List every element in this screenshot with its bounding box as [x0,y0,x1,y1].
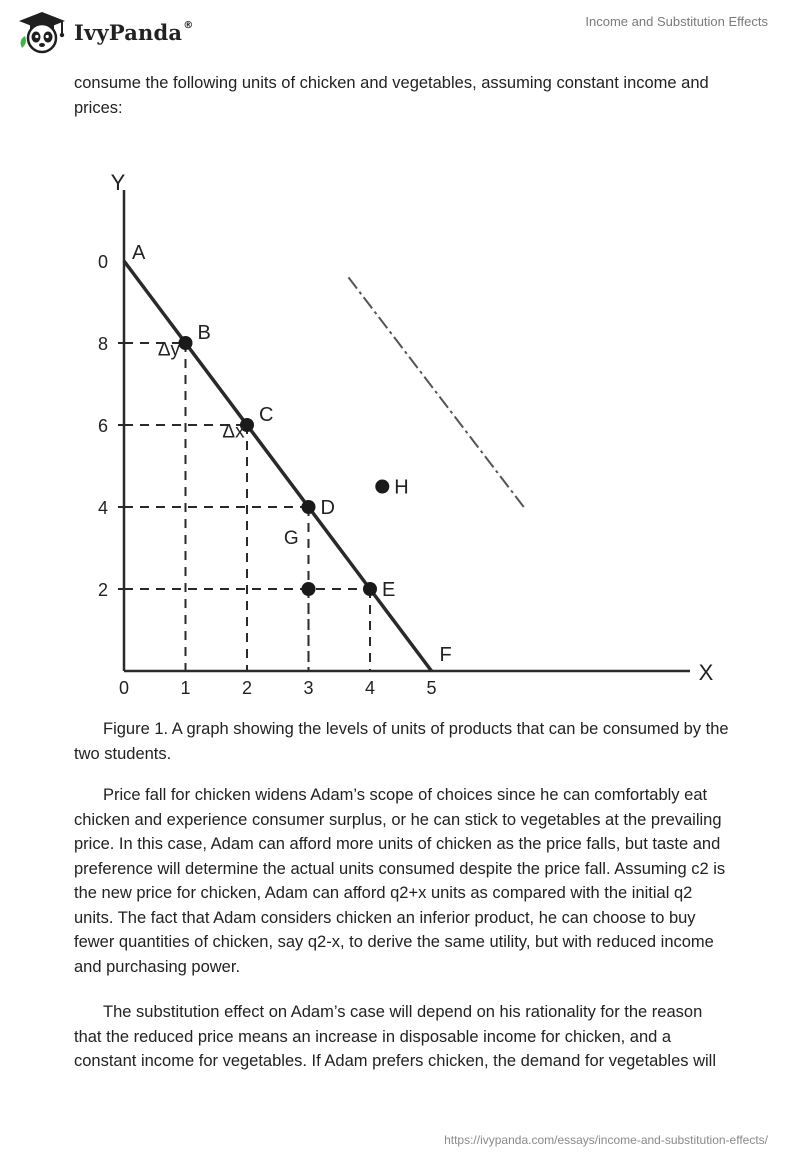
outer-budget-line [348,277,523,507]
ivypanda-logo-link[interactable] [16,10,193,54]
point-E [363,582,377,596]
page-title: Income and Substitution Effects [585,14,768,29]
x-tick-label-1: 1 [180,678,191,696]
x-tick-label-0: 0 [118,678,130,696]
annotation-1: Δx [222,421,245,443]
panda-graduate-icon [16,10,68,54]
point-label-A: A [132,242,146,264]
x-tick-label-4: 4 [364,678,376,696]
annotation-0: Δy [157,339,181,361]
y-tick-label-10: 0 [97,252,108,272]
registered-mark: ® [183,19,194,31]
point-B [179,336,193,350]
point-D [302,500,316,514]
y-tick-label-2: 2 [97,580,108,600]
point-label-H: H [394,476,409,499]
point-label-E: E [382,579,396,601]
figure-graph [94,168,730,696]
budget-line [124,261,432,671]
y-tick-label-8: 8 [97,334,108,354]
source-url-link[interactable]: https://ivypanda.com/essays/income-and-substitution-effects/ [444,1133,768,1147]
page-header [0,0,800,70]
point-label-C: C [259,404,274,426]
brand-name: IvyPanda [74,19,183,45]
x-tick-label-2: 2 [241,678,253,696]
point-label-D: D [320,497,335,519]
point-label-F: F [439,644,452,666]
x-tick-label-3: 3 [303,678,314,696]
point-H [375,480,389,494]
figure-caption: Figure 1. A graph showing the levels of units of products that can be consumed by the two students. [74,720,729,763]
x-tick-label-5: 5 [426,678,437,696]
x-axis-label: X [698,660,714,685]
y-tick-label-6: 6 [97,416,108,436]
paragraph-income-effect: Price fall for chicken widens Adam’s scope of choices since he can comfortably eat chicken and experience consumer surplus, or he can stick to vegetables at the prevailing price. In this case, Adam can afford more units of chicken as the price falls, but taste and preference will determine the actual units consumed despite the price fall. Assuming c2 is the new price for chicken, Adam can afford q2+x units as compared with the initial q2 units. The fact that Adam considers chicken an inferior product, he can choose to buy fewer quantities of chicken, say q2-x, to derive the same utility, but with reduced income and purchasing power. [74,786,726,976]
budget-line-chart [94,168,730,696]
point-G [302,582,316,596]
point-label-B: B [197,322,211,344]
paragraph-substitution-effect: The substitution effect on Adam’s case will depend on his rationality for the reason that the reduced price means an increase in disposable income for chicken, and a constant income for vegetables. If Adam prefers chicken, the demand for vegetables will [74,1003,717,1070]
intro-paragraph: consume the following units of chicken and vegetables, assuming constant income and prices: [74,74,709,117]
annotation-2: G [283,527,299,549]
y-tick-label-4: 4 [97,498,108,518]
y-axis-label: Y [110,170,126,195]
